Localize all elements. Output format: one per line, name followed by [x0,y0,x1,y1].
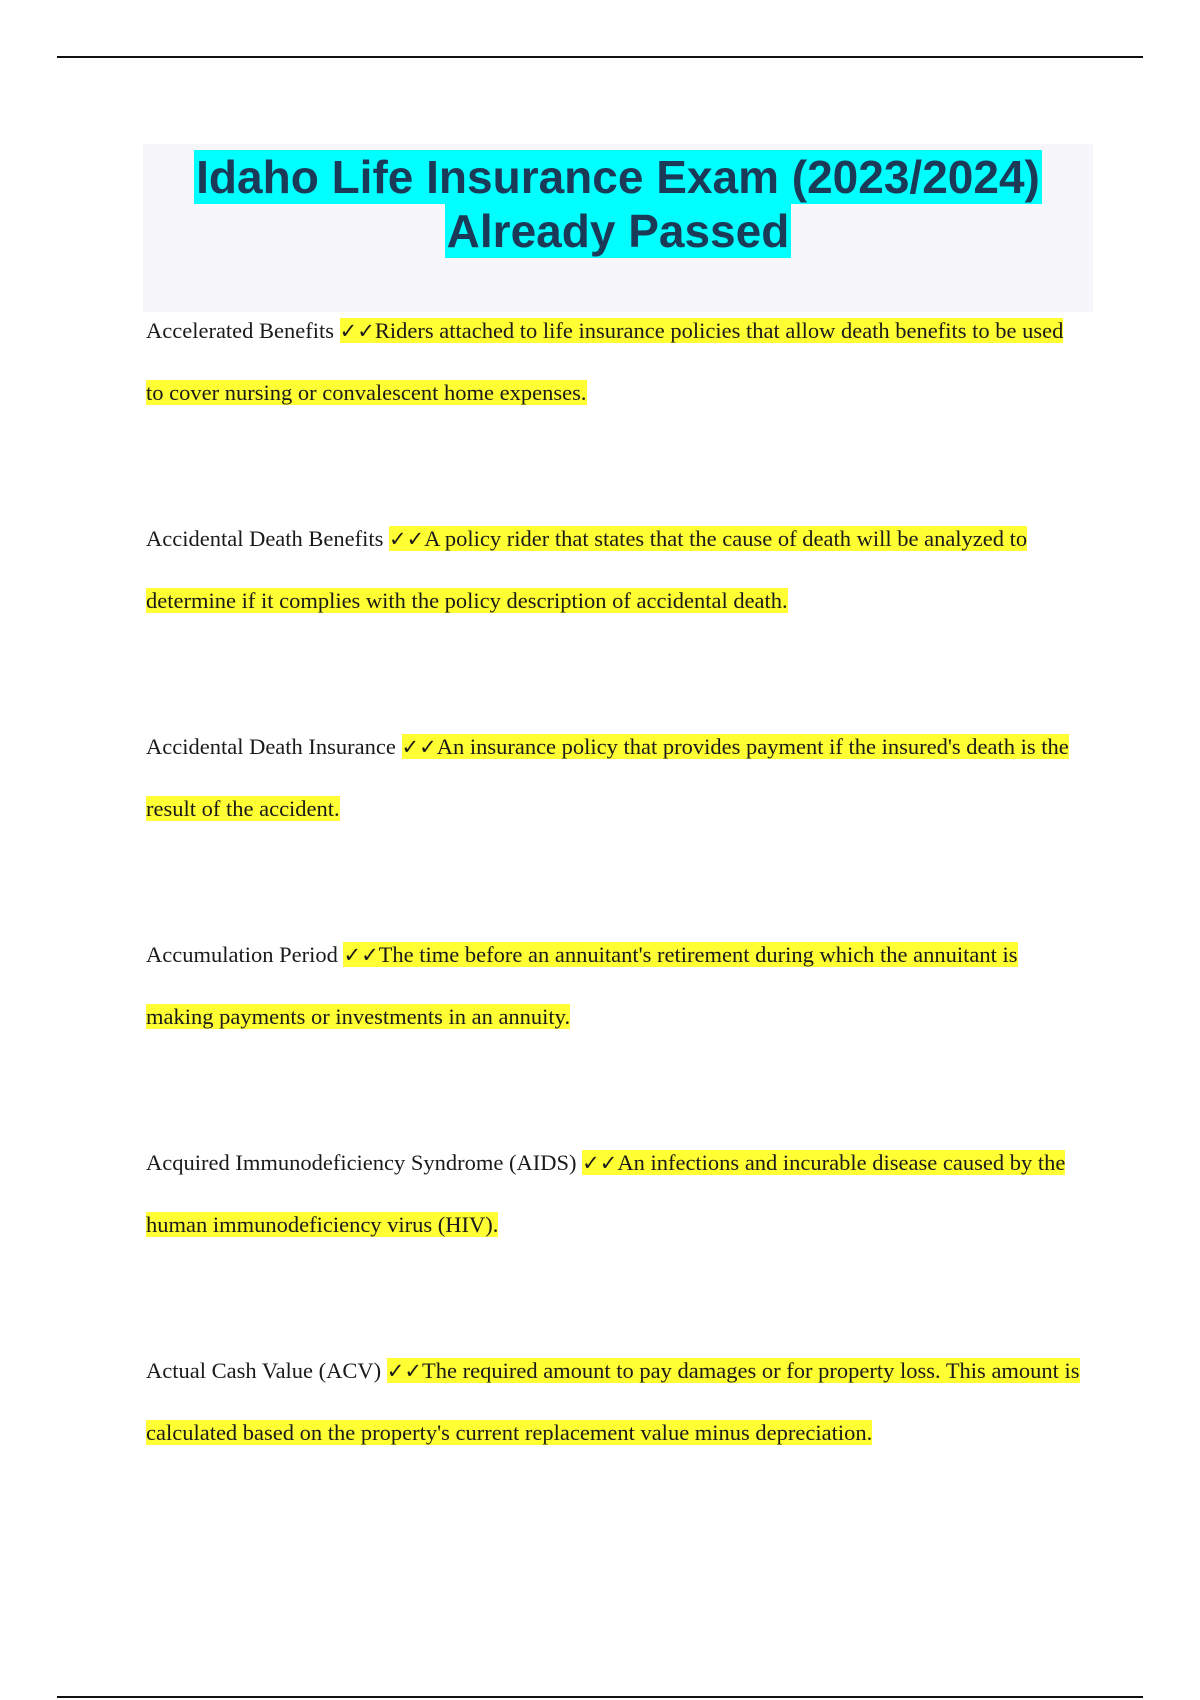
double-check-icon: ✓✓ [389,527,425,551]
flashcard-entry [146,1340,1086,1548]
bottom-rule [57,1696,1143,1698]
double-check-icon: ✓✓ [582,1151,618,1175]
flashcard-entry [146,716,1086,924]
title-block [143,144,1093,312]
definition: A policy rider that states that the cause of death will be analyzed to determine if it complies with the policy description of accidental death. [146,526,1028,613]
term: Accelerated Benefits [146,318,335,343]
flashcard-entry [146,1132,1086,1340]
document-title-line-2: Already Passed [446,205,790,257]
term: Accumulation Period [146,942,338,967]
definition: Riders attached to life insurance policies that allow death benefits to be used to cover nursing or convalescent home expenses. [146,318,1064,405]
flashcard-entry [146,300,1086,508]
definition: The required amount to pay damages or for property loss. This amount is calculated based on the property's current replacement value minus depreciation. [146,1358,1080,1445]
definition: An insurance policy that provides payment if the insured's death is the result of the accident. [146,734,1069,821]
flashcard-entry [146,924,1086,1132]
flashcard-list [146,300,1086,1548]
double-check-icon: ✓✓ [401,735,437,759]
definition: The time before an annuitant's retirement during which the annuitant is making payments or investments in an annuity. [146,942,1018,1029]
term: Acquired Immunodeficiency Syndrome (AIDS) [146,1150,577,1175]
term: Accidental Death Benefits [146,526,384,551]
double-check-icon: ✓✓ [339,319,375,343]
term: Actual Cash Value (ACV) [146,1358,382,1383]
top-rule [57,56,1143,58]
definition: An infections and incurable disease caused by the human immunodeficiency virus (HIV). [146,1150,1066,1237]
double-check-icon: ✓✓ [343,943,379,967]
double-check-icon: ✓✓ [386,1359,422,1383]
flashcard-entry [146,508,1086,716]
term: Accidental Death Insurance [146,734,396,759]
document-title-line-1: Idaho Life Insurance Exam (2023/2024) [196,151,1040,203]
